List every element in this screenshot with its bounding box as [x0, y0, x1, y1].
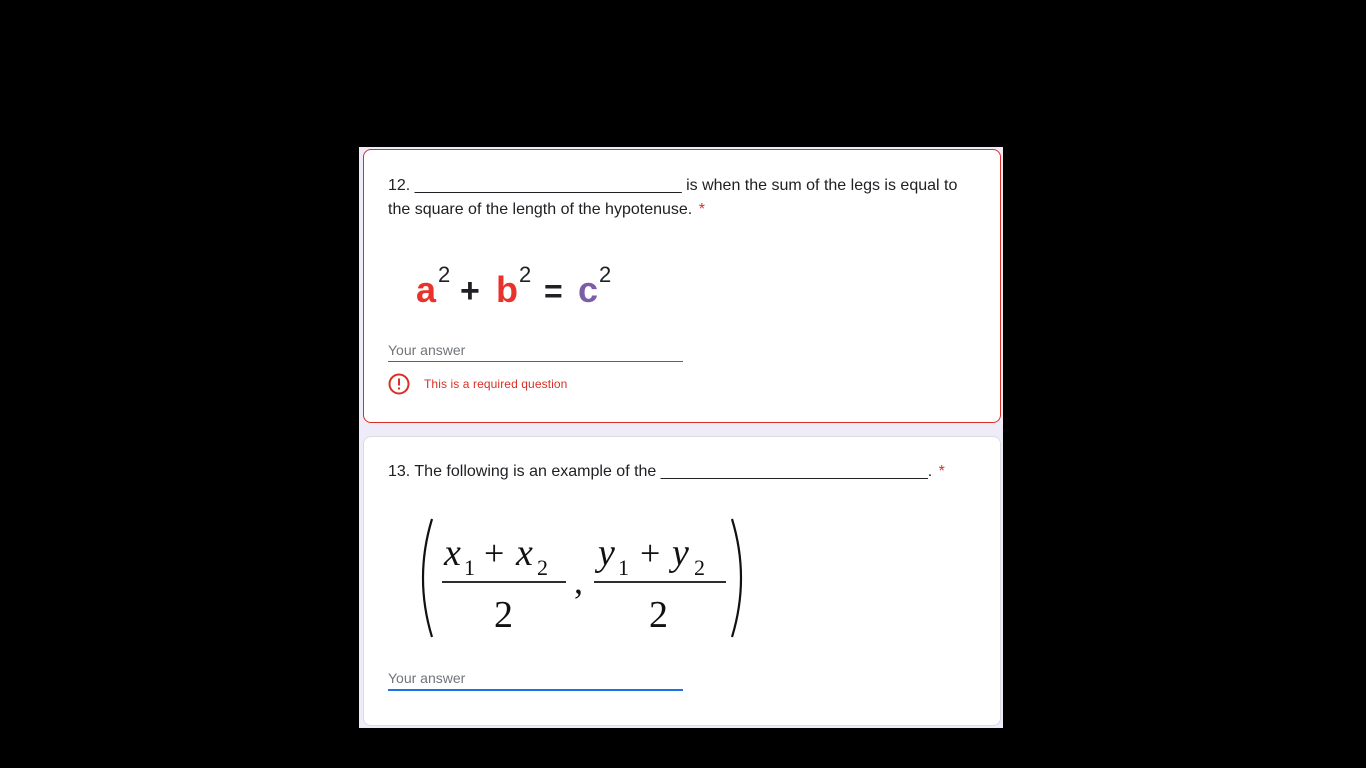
formula-equals: = — [544, 273, 563, 309]
answer-input-13[interactable] — [388, 667, 683, 691]
midpoint-formula-image — [414, 515, 764, 641]
question-number-13: 13. — [388, 463, 411, 480]
question-title-13 — [388, 460, 964, 484]
formula-y2-subscript: 2 — [694, 555, 705, 580]
formula-y1: y — [598, 532, 615, 574]
error-message-row — [388, 373, 567, 395]
formula-denominator-1: 2 — [494, 594, 513, 636]
formula-x1-subscript: 1 — [464, 555, 475, 580]
question-card-13 — [363, 436, 1001, 726]
answer-input-12[interactable] — [388, 338, 683, 362]
question-number-12: 12. — [388, 177, 411, 194]
formula-c-exponent: 2 — [599, 262, 612, 287]
formula-b-exponent: 2 — [519, 262, 532, 287]
formula-plus-2: + — [640, 533, 661, 573]
pythagorean-formula-image — [414, 256, 634, 312]
question-text-13: The following is an example of the ______________________________. — [414, 463, 933, 480]
alert-circle-icon — [388, 373, 410, 395]
form-area — [359, 147, 1003, 728]
formula-plus-1: + — [484, 533, 505, 573]
formula-y1-subscript: 1 — [618, 555, 629, 580]
left-parenthesis — [423, 519, 432, 637]
formula-x2-subscript: 2 — [537, 555, 548, 580]
required-asterisk: * — [938, 463, 945, 480]
formula-c: c — [578, 269, 599, 310]
formula-comma: , — [574, 561, 583, 601]
formula-x2: x — [516, 532, 533, 574]
right-parenthesis — [732, 519, 741, 637]
formula-denominator-2: 2 — [649, 594, 668, 636]
formula-y2: y — [672, 532, 689, 574]
question-title-12 — [388, 174, 964, 222]
formula-a-exponent: 2 — [438, 262, 451, 287]
formula-plus: + — [460, 272, 480, 310]
question-card-12 — [363, 149, 1001, 423]
error-message: This is a required question — [424, 377, 568, 391]
formula-a: a — [416, 269, 437, 310]
required-asterisk: * — [698, 201, 705, 218]
question-text-12: ______________________________ is when the sum of the legs is equal to the square of the length of the hypotenuse. — [388, 177, 958, 218]
formula-x1: x — [444, 532, 461, 574]
formula-b: b — [496, 269, 518, 310]
